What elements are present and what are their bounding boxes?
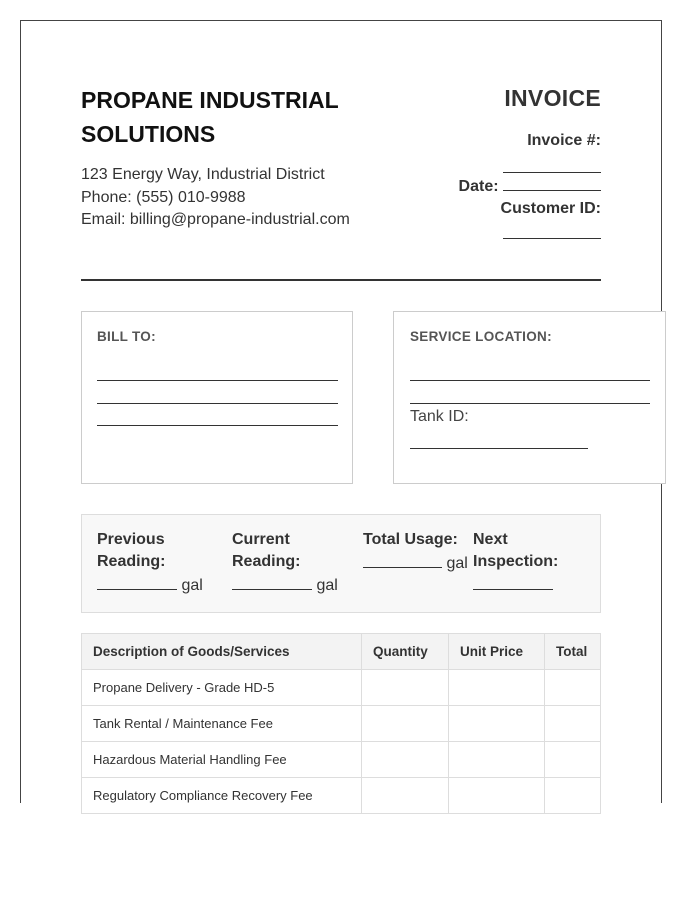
bill-to-box xyxy=(81,311,353,484)
service-location-line-1[interactable] xyxy=(410,380,650,381)
previous-reading-label: Previous Reading: xyxy=(97,531,166,570)
line-items-table xyxy=(81,633,601,814)
col-quantity-header: Quantity xyxy=(362,634,449,670)
col-total-header: Total xyxy=(545,634,601,670)
table-row xyxy=(82,670,601,706)
company-phone: Phone: (555) 010-9988 xyxy=(81,188,246,206)
row-description: Propane Delivery - Grade HD-5 xyxy=(82,670,362,706)
row-quantity[interactable] xyxy=(362,706,449,742)
row-total[interactable] xyxy=(545,778,601,814)
row-quantity[interactable] xyxy=(362,778,449,814)
table-row xyxy=(82,706,601,742)
invoice-date-field[interactable] xyxy=(503,176,601,191)
invoice-date-label: Date: xyxy=(458,178,499,195)
bill-to-heading: BILL TO: xyxy=(97,329,156,344)
current-reading-field[interactable]: gal xyxy=(232,575,338,595)
row-total[interactable] xyxy=(545,706,601,742)
row-total[interactable] xyxy=(545,742,601,778)
table-row xyxy=(82,778,601,814)
header-divider xyxy=(81,279,601,281)
bill-to-line-2[interactable] xyxy=(97,403,338,404)
total-usage-label: Total Usage: xyxy=(363,531,458,548)
col-unit-price-header: Unit Price xyxy=(449,634,545,670)
customer-id-field[interactable] xyxy=(503,224,601,244)
row-quantity[interactable] xyxy=(362,742,449,778)
company-email: Email: billing@propane-industrial.com xyxy=(81,211,350,228)
company-name: PROPANE INDUSTRIAL SOLUTIONS xyxy=(81,87,339,147)
row-unit-price[interactable] xyxy=(449,778,545,814)
previous-reading-field[interactable]: gal xyxy=(97,575,203,595)
invoice-number-label: Invoice #: xyxy=(527,132,601,149)
row-total[interactable] xyxy=(545,670,601,706)
table-header-row xyxy=(82,634,601,670)
row-unit-price[interactable] xyxy=(449,742,545,778)
tank-id-label: Tank ID: xyxy=(410,408,469,425)
invoice-title: INVOICE xyxy=(504,85,601,111)
invoice-date-row xyxy=(459,176,601,196)
company-address: 123 Energy Way, Industrial District xyxy=(81,166,325,183)
tank-id-field[interactable] xyxy=(410,448,588,449)
next-inspection-field[interactable] xyxy=(473,575,553,595)
row-description: Hazardous Material Handling Fee xyxy=(82,742,362,778)
table-row xyxy=(82,742,601,778)
total-usage-field[interactable]: gal xyxy=(363,553,468,573)
next-inspection-label: Next Inspection: xyxy=(473,531,559,570)
invoice-page xyxy=(20,20,662,803)
row-description: Tank Rental / Maintenance Fee xyxy=(82,706,362,742)
current-reading-label: Current Reading: xyxy=(232,531,301,570)
row-unit-price[interactable] xyxy=(449,670,545,706)
row-description: Regulatory Compliance Recovery Fee xyxy=(82,778,362,814)
meter-readings-panel xyxy=(81,514,601,613)
service-location-line-2[interactable] xyxy=(410,403,650,404)
bill-to-line-3[interactable] xyxy=(97,425,338,426)
customer-id-label: Customer ID: xyxy=(500,200,601,217)
service-location-box xyxy=(393,311,666,484)
col-description-header: Description of Goods/Services xyxy=(82,634,362,670)
service-location-heading: SERVICE LOCATION: xyxy=(410,329,552,344)
invoice-number-field[interactable] xyxy=(503,158,601,178)
row-quantity[interactable] xyxy=(362,670,449,706)
company-contact xyxy=(81,164,350,232)
bill-to-line-1[interactable] xyxy=(97,380,338,381)
row-unit-price[interactable] xyxy=(449,706,545,742)
